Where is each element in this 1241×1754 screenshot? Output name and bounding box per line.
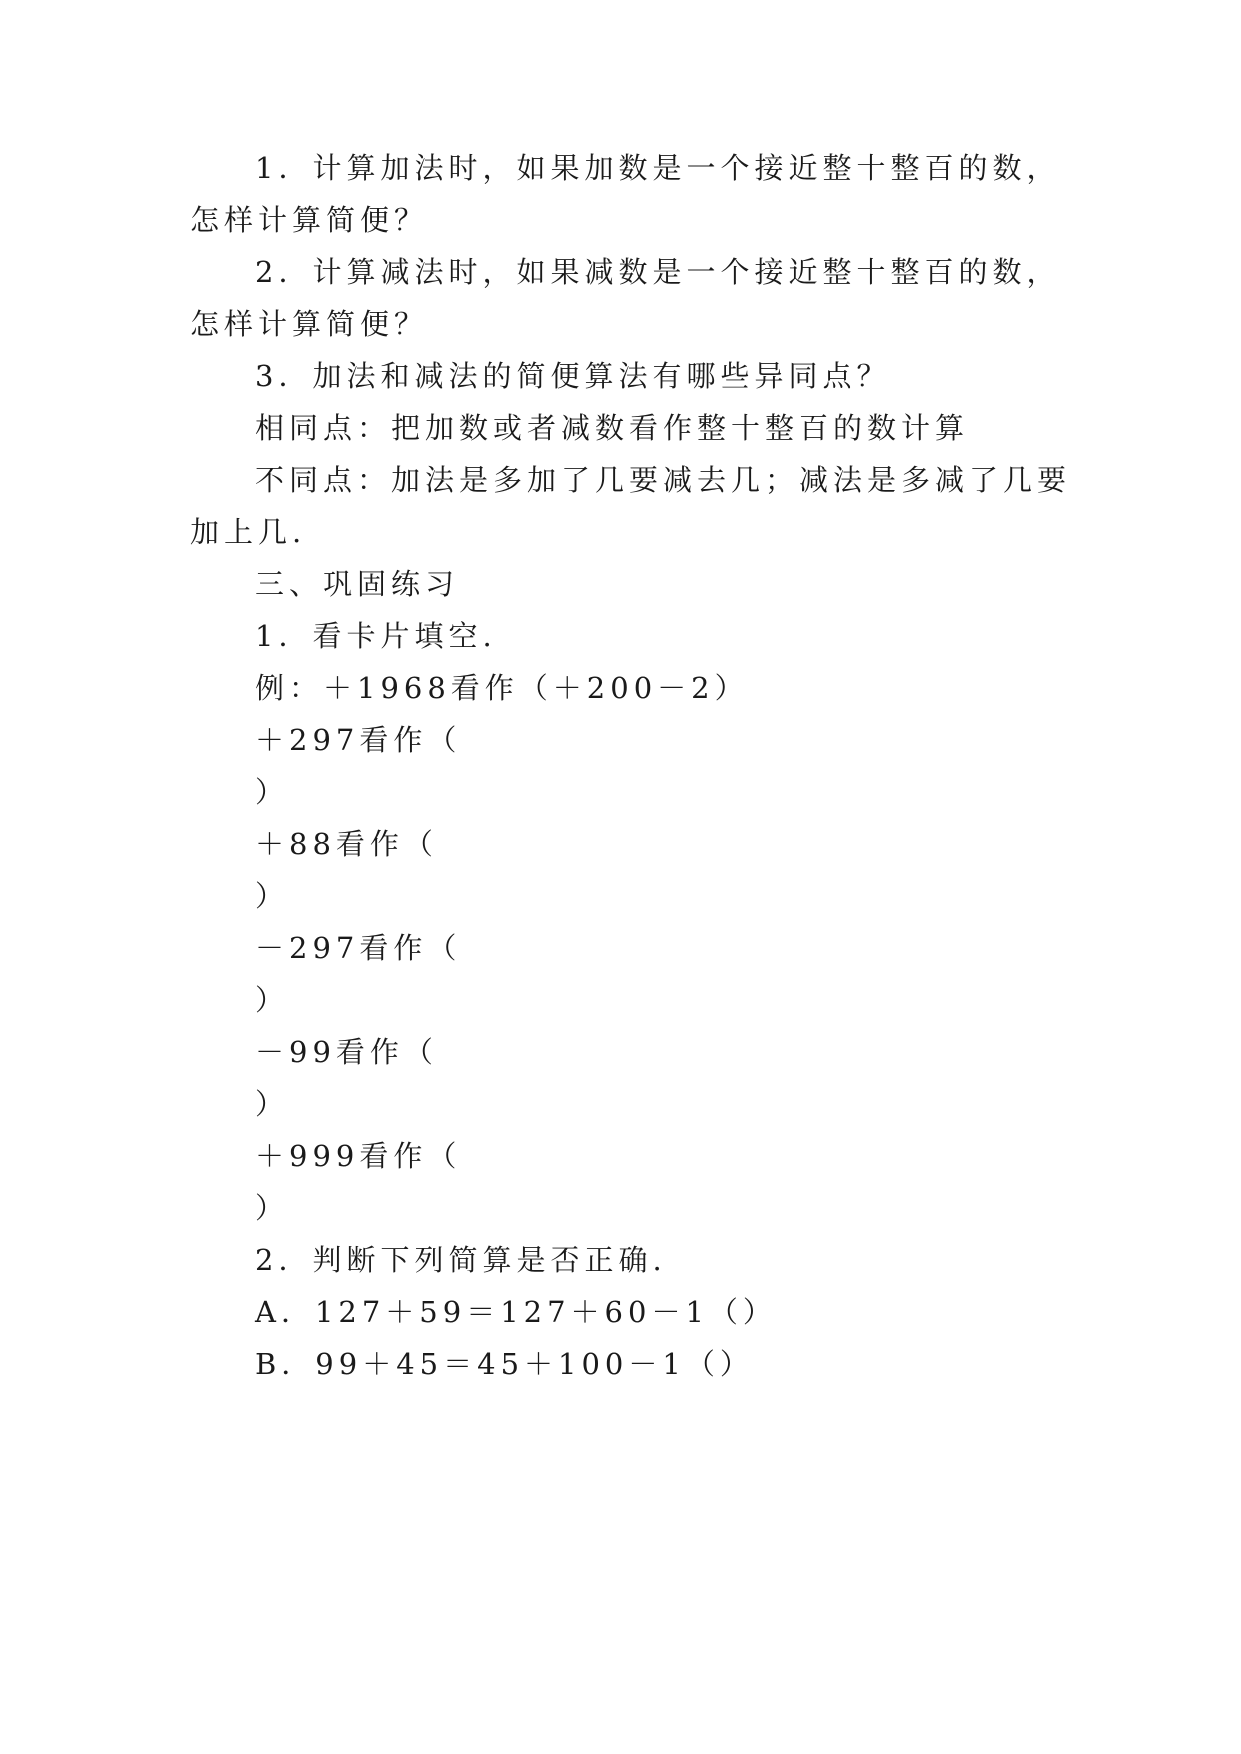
differences-line-1: 不同点：加法是多加了几要减去几；减法是多减了几要: [255, 463, 1072, 497]
exercise-1-title: 1．看卡片填空.: [255, 619, 497, 653]
card-item-4-close: ）: [255, 1087, 290, 1121]
differences-line-2: 加上几.: [190, 515, 307, 549]
card-item-5: ＋999看作（: [255, 1139, 462, 1173]
exercise-2-item-a: A．127＋59＝127＋60－1（）: [255, 1295, 777, 1329]
question-2-line-1: 2．计算减法时，如果减数是一个接近整十整百的数，: [255, 255, 1061, 289]
card-item-1-close: ）: [255, 775, 290, 809]
section-heading: 三、巩固练习: [255, 567, 460, 601]
question-2-line-2: 怎样计算简便？: [190, 307, 429, 341]
card-item-2: ＋88看作（: [255, 827, 438, 861]
exercise-1-example: 例：＋1968看作（＋200－2）: [255, 671, 749, 705]
similarities-line: 相同点：把加数或者减数看作整十整百的数计算: [255, 411, 970, 445]
card-item-2-close: ）: [255, 879, 290, 913]
question-3-line: 3．加法和减法的简便算法有哪些异同点？: [255, 359, 891, 393]
exercise-2-item-b: B．99＋45＝45＋100－1（）: [255, 1347, 754, 1381]
question-1-line-1: 1．计算加法时，如果加数是一个接近整十整百的数，: [255, 151, 1061, 185]
question-1-line-2: 怎样计算简便？: [190, 203, 429, 237]
card-item-4: －99看作（: [255, 1035, 438, 1069]
card-item-5-close: ）: [255, 1191, 290, 1225]
card-item-3: －297看作（: [255, 931, 462, 965]
card-item-3-close: ）: [255, 983, 290, 1017]
exercise-2-title: 2．判断下列简算是否正确.: [255, 1243, 667, 1277]
card-item-1: ＋297看作（: [255, 723, 462, 757]
